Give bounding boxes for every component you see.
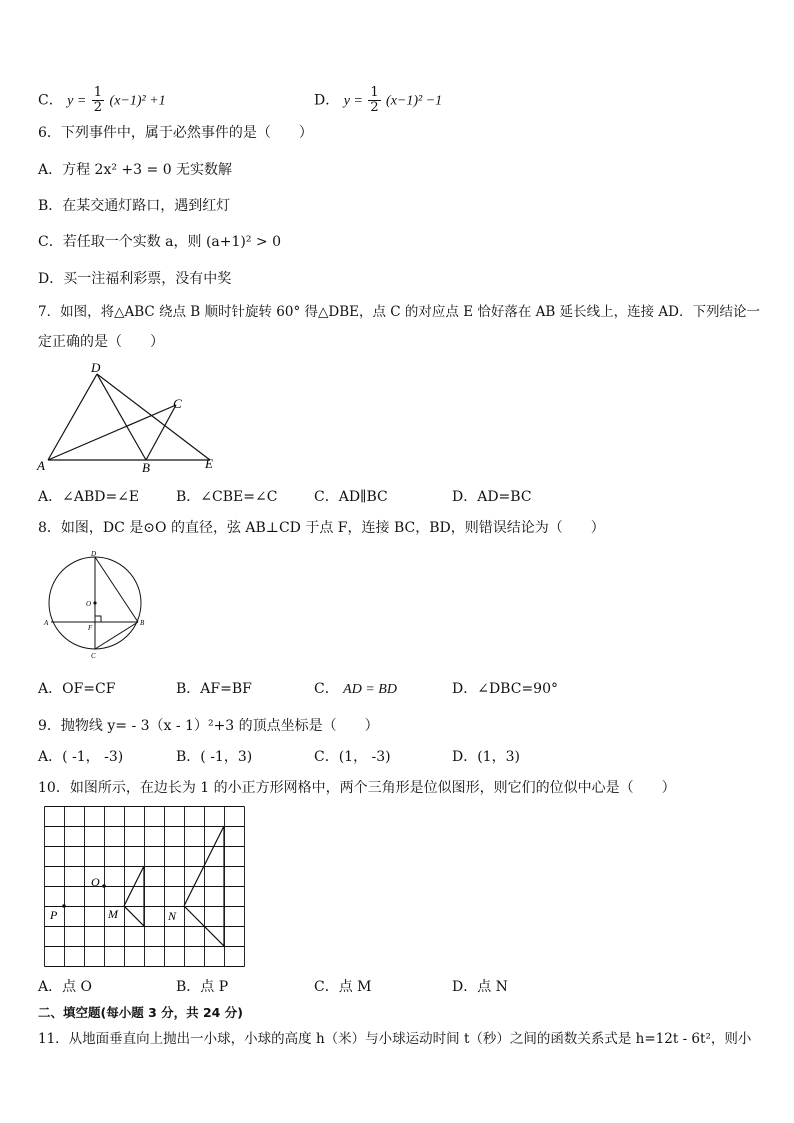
q7-label-e: E	[205, 456, 213, 471]
q8-stem: 8．如图，DC 是⊙O 的直径，弦 AB⊥CD 于点 F，连接 BC，BD，则错误结论为（ ）	[38, 520, 605, 536]
q7-stem-line1: 7．如图，将△ABC 绕点 B 顺时针旋转 60° 得△DBE，点 C 的对应点 E 恰好落在 AB 延长线上，连接 AD．下列结论一	[38, 304, 760, 320]
q7-label-b: B	[142, 460, 150, 475]
q9-stem: 9．抛物线 y= - 3（x - 1）²+3 的顶点坐标是（ ）	[38, 718, 379, 734]
q6-option-a: A．方程 2x² +3 = 0 无实数解	[38, 162, 233, 178]
q9-option-b: B．( -1，3)	[176, 749, 253, 765]
q7-label-d: D	[91, 360, 101, 375]
q7-option-b: B．∠CBE=∠C	[176, 489, 278, 505]
section-heading: 二、填空题(每小题 3 分，共 24 分)	[38, 1005, 243, 1020]
q5-option-d: D． y = $\frac{1}{2}$ (x−1)² −1	[314, 85, 443, 115]
q7-option-d: D．AD=BC	[452, 489, 532, 505]
q7-option-c: C．AD∥BC	[314, 489, 388, 505]
q8-label-o: O	[86, 600, 92, 608]
q10-option-a: A．点 O	[38, 979, 93, 995]
q7-option-a: A．∠ABD=∠E	[38, 489, 140, 505]
q8-label-c: C	[91, 652, 96, 660]
q10-option-c: C．点 M	[314, 979, 372, 995]
q8-option-b: B．AF=BF	[176, 681, 252, 697]
q5-option-c: C． y = $\frac{1}{2}$ (x−1)² +1	[38, 85, 166, 115]
q8-option-c-arc-expr: AD = BD	[343, 682, 397, 697]
q8-label-b: B	[140, 619, 145, 627]
q9-option-d: D．(1，3)	[452, 749, 520, 765]
q6-option-d: D．买一注福利彩票，没有中奖	[38, 271, 232, 287]
q8-label-f: F	[88, 624, 93, 632]
q7-stem-line2: 定正确的是（ ）	[38, 334, 164, 350]
q8-label-a: A	[44, 619, 49, 627]
q10-label-n: N	[168, 909, 177, 923]
q6-option-b: B．在某交通灯路口，遇到红灯	[38, 198, 231, 214]
q6-option-c: C．若任取一个实数 a，则 (a+1)² > 0	[38, 234, 282, 250]
q7-label-a: A	[37, 458, 45, 473]
q10-label-o: O	[91, 875, 100, 889]
q10-option-d: D．点 N	[452, 979, 508, 995]
q9-option-a: A．( -1， -3)	[38, 749, 124, 765]
q10-label-m: M	[108, 907, 118, 921]
q8-circle-figure	[38, 548, 152, 662]
q8-option-d: D．∠DBC=90°	[452, 681, 558, 697]
q9-option-c: C．(1， -3)	[314, 749, 391, 765]
q7-label-c: C	[173, 396, 182, 411]
q10-stem: 10．如图所示，在边长为 1 的小正方形网格中，两个三角形是位似图形，则它们的位似中心是（ ）	[38, 780, 676, 796]
q8-option-a: A．OF=CF	[38, 681, 116, 697]
q8-option-c: C． AD = BD	[314, 681, 397, 697]
q11-stem: 11．从地面垂直向上抛出一小球，小球的高度 h（米）与小球运动时间 t（秒）之间的函数关系式是 h=12t - 6t²，则小	[38, 1031, 752, 1047]
q8-label-d: D	[91, 550, 97, 558]
q6-stem: 6．下列事件中，属于必然事件的是（ ）	[38, 125, 313, 141]
q7-triangle-figure	[34, 360, 224, 476]
q10-label-p: P	[50, 908, 58, 922]
q10-option-b: B．点 P	[176, 979, 229, 995]
q10-grid-figure	[44, 806, 246, 968]
